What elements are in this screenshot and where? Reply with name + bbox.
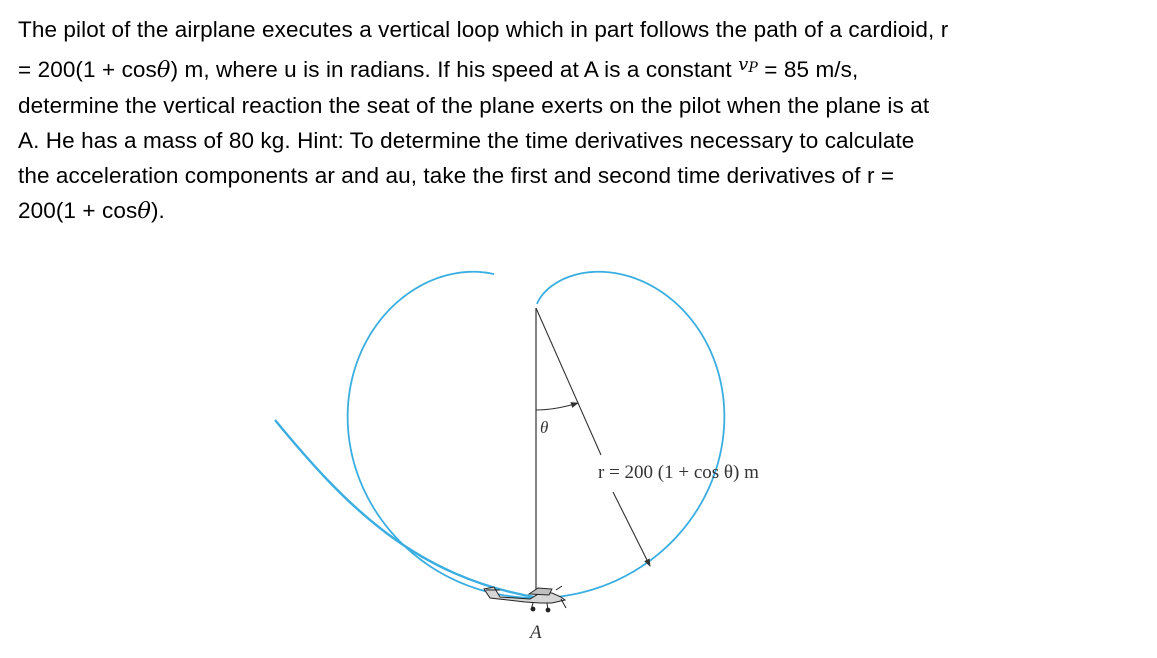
equation-start: = 200(1 + cos xyxy=(18,57,157,82)
equation-continuation: ) m, where u is in radians. If his speed at A is a constant xyxy=(170,57,732,82)
approach-path xyxy=(275,420,540,598)
point-a-label: A xyxy=(530,622,542,643)
problem-line-1: The pilot of the airplane executes a vertical loop which in part follows the path of a cardioid, r xyxy=(18,17,949,42)
velocity-symbol: vP xyxy=(738,54,758,76)
problem-line-4: A. He has a mass of 80 kg. Hint: To determine the time derivatives necessary to calculate xyxy=(18,128,915,153)
theta-symbol: θ xyxy=(156,57,171,83)
equation-start-2: 200(1 + cos xyxy=(18,198,138,223)
radius-equation-label: r = 200 (1 + cos θ) m xyxy=(598,462,759,483)
equation-end: ). xyxy=(150,198,165,223)
radius-arrow xyxy=(613,492,650,566)
problem-line-3: determine the vertical reaction the seat of the plane exerts on the pilot when the plane is at xyxy=(18,93,930,118)
airplane-icon xyxy=(484,586,566,612)
speed-value: = 85 m/s, xyxy=(757,57,859,82)
theta-symbol-2: θ xyxy=(137,198,151,224)
problem-line-5: the acceleration components ar and au, take the first and second time derivatives of r = xyxy=(18,163,895,188)
theta-label: θ xyxy=(540,418,549,437)
theta-arc xyxy=(536,403,578,410)
